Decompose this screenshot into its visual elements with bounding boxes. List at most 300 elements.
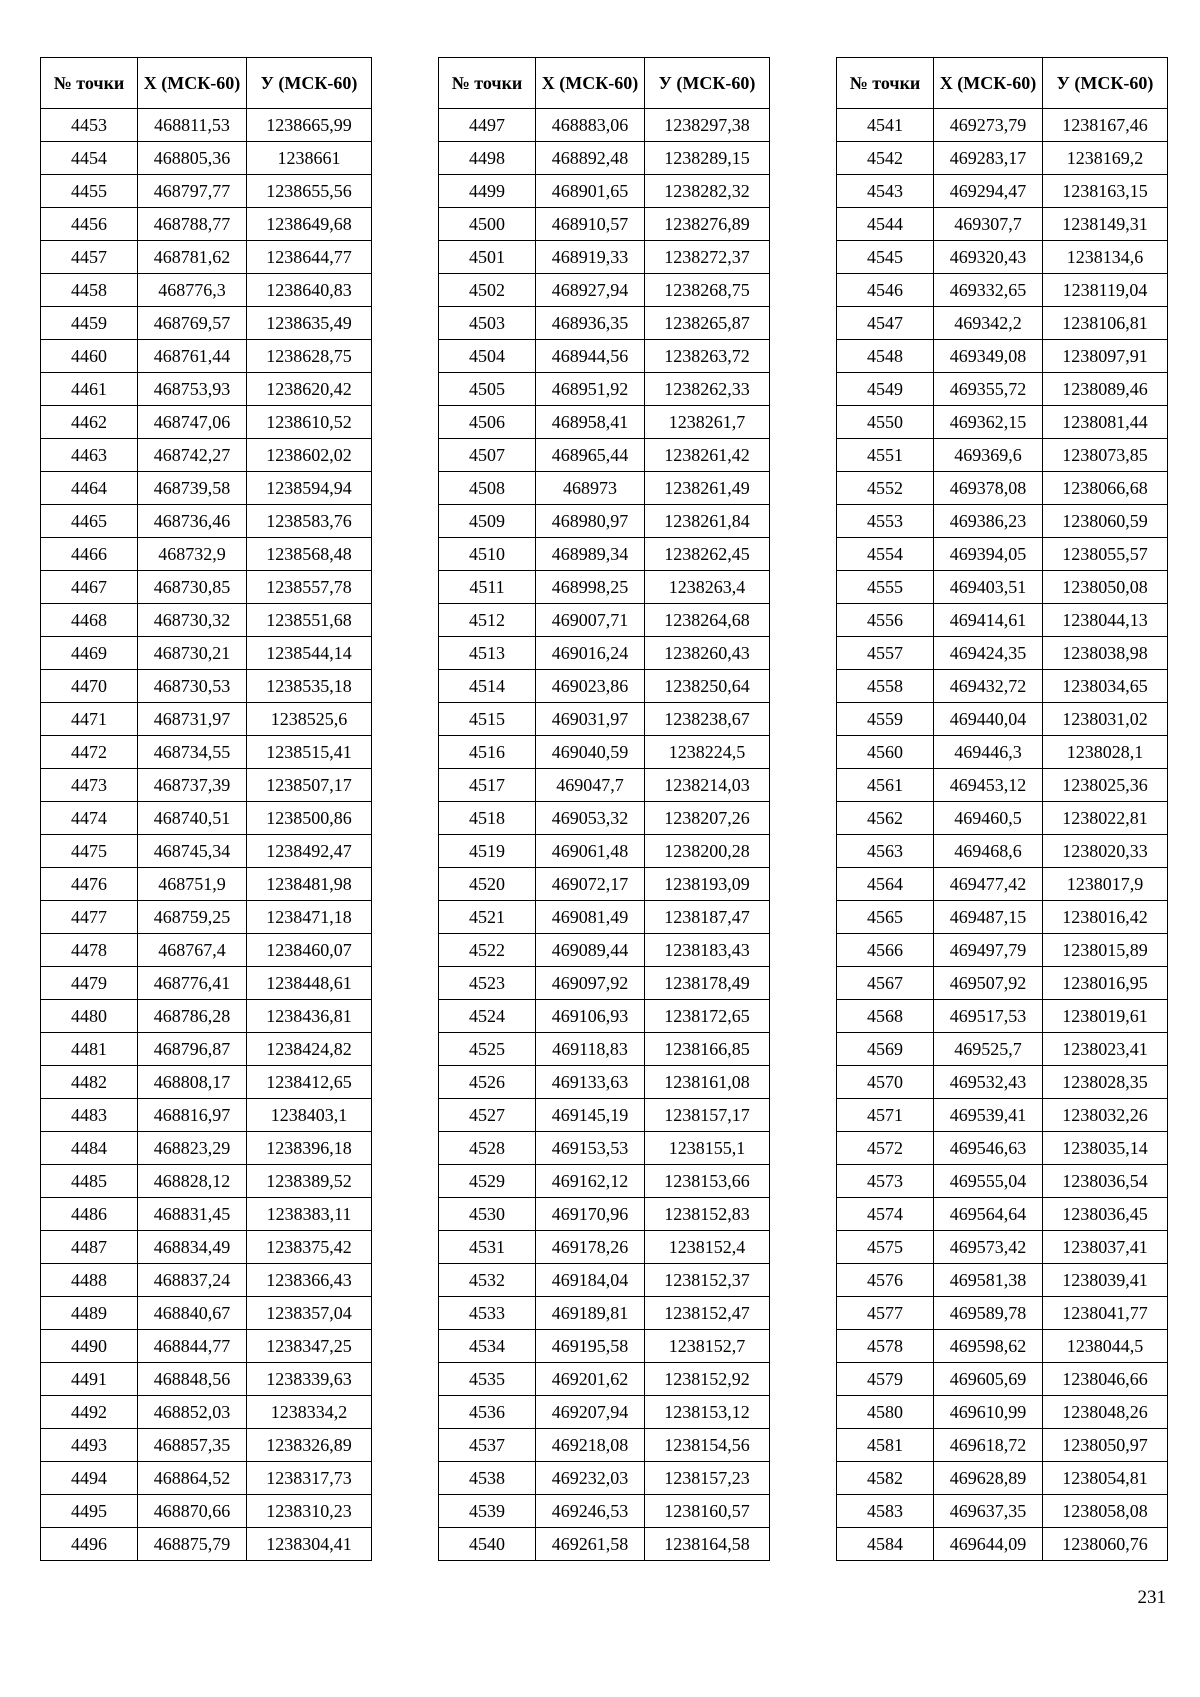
y-coordinate-cell: 1238207,26 bbox=[645, 802, 770, 835]
y-coordinate-cell: 1238471,18 bbox=[247, 901, 372, 934]
y-coordinate-cell: 1238028,1 bbox=[1043, 736, 1168, 769]
header-x-coordinate: Х (МСК-60) bbox=[536, 58, 645, 109]
point-number-cell: 4541 bbox=[837, 109, 934, 142]
y-coordinate-cell: 1238492,47 bbox=[247, 835, 372, 868]
x-coordinate-cell: 468797,77 bbox=[138, 175, 247, 208]
x-coordinate-cell: 469507,92 bbox=[934, 967, 1043, 1000]
x-coordinate-cell: 469349,08 bbox=[934, 340, 1043, 373]
table-row bbox=[41, 835, 372, 868]
x-coordinate-cell: 468944,56 bbox=[536, 340, 645, 373]
point-number-cell: 4552 bbox=[837, 472, 934, 505]
x-coordinate-cell: 468745,34 bbox=[138, 835, 247, 868]
table-row bbox=[837, 1066, 1168, 1099]
x-coordinate-cell: 468776,3 bbox=[138, 274, 247, 307]
point-number-cell: 4490 bbox=[41, 1330, 138, 1363]
y-coordinate-cell: 1238019,61 bbox=[1043, 1000, 1168, 1033]
x-coordinate-cell: 468852,03 bbox=[138, 1396, 247, 1429]
point-number-cell: 4559 bbox=[837, 703, 934, 736]
x-coordinate-cell: 468864,52 bbox=[138, 1462, 247, 1495]
table-row bbox=[41, 505, 372, 538]
point-number-cell: 4506 bbox=[439, 406, 536, 439]
point-number-cell: 4467 bbox=[41, 571, 138, 604]
table-row bbox=[837, 1231, 1168, 1264]
point-number-cell: 4476 bbox=[41, 868, 138, 901]
x-coordinate-cell: 469487,15 bbox=[934, 901, 1043, 934]
y-coordinate-cell: 1238023,41 bbox=[1043, 1033, 1168, 1066]
point-number-cell: 4469 bbox=[41, 637, 138, 670]
point-number-cell: 4556 bbox=[837, 604, 934, 637]
x-coordinate-cell: 469369,6 bbox=[934, 439, 1043, 472]
x-coordinate-cell: 469201,62 bbox=[536, 1363, 645, 1396]
y-coordinate-cell: 1238424,82 bbox=[247, 1033, 372, 1066]
y-coordinate-cell: 1238544,14 bbox=[247, 637, 372, 670]
point-number-cell: 4545 bbox=[837, 241, 934, 274]
table-row bbox=[439, 934, 770, 967]
point-number-cell: 4519 bbox=[439, 835, 536, 868]
point-number-cell: 4493 bbox=[41, 1429, 138, 1462]
table-row bbox=[837, 1165, 1168, 1198]
table-row bbox=[41, 703, 372, 736]
y-coordinate-cell: 1238507,17 bbox=[247, 769, 372, 802]
header-point-number: № точки bbox=[439, 58, 536, 109]
table-row bbox=[41, 934, 372, 967]
point-number-cell: 4497 bbox=[439, 109, 536, 142]
table-row bbox=[439, 736, 770, 769]
point-number-cell: 4565 bbox=[837, 901, 934, 934]
point-number-cell: 4547 bbox=[837, 307, 934, 340]
x-coordinate-cell: 468919,33 bbox=[536, 241, 645, 274]
y-coordinate-cell: 1238263,4 bbox=[645, 571, 770, 604]
point-number-cell: 4557 bbox=[837, 637, 934, 670]
x-coordinate-cell: 469581,38 bbox=[934, 1264, 1043, 1297]
table-row bbox=[439, 1066, 770, 1099]
table-row bbox=[439, 406, 770, 439]
x-coordinate-cell: 468910,57 bbox=[536, 208, 645, 241]
x-coordinate-cell: 468732,9 bbox=[138, 538, 247, 571]
x-coordinate-cell: 469605,69 bbox=[934, 1363, 1043, 1396]
point-number-cell: 4566 bbox=[837, 934, 934, 967]
table-row bbox=[439, 1495, 770, 1528]
x-coordinate-cell: 468831,45 bbox=[138, 1198, 247, 1231]
x-coordinate-cell: 468816,97 bbox=[138, 1099, 247, 1132]
x-coordinate-cell: 469189,81 bbox=[536, 1297, 645, 1330]
point-number-cell: 4471 bbox=[41, 703, 138, 736]
x-coordinate-cell: 468936,35 bbox=[536, 307, 645, 340]
table-row bbox=[837, 703, 1168, 736]
table-row bbox=[837, 472, 1168, 505]
table-row bbox=[41, 670, 372, 703]
x-coordinate-cell: 469637,35 bbox=[934, 1495, 1043, 1528]
x-coordinate-cell: 468731,97 bbox=[138, 703, 247, 736]
x-coordinate-cell: 469118,83 bbox=[536, 1033, 645, 1066]
point-number-cell: 4544 bbox=[837, 208, 934, 241]
y-coordinate-cell: 1238297,38 bbox=[645, 109, 770, 142]
point-number-cell: 4539 bbox=[439, 1495, 536, 1528]
x-coordinate-cell: 469573,42 bbox=[934, 1231, 1043, 1264]
y-coordinate-cell: 1238089,46 bbox=[1043, 373, 1168, 406]
x-coordinate-cell: 468761,44 bbox=[138, 340, 247, 373]
x-coordinate-cell: 468759,25 bbox=[138, 901, 247, 934]
x-coordinate-cell: 469424,35 bbox=[934, 637, 1043, 670]
point-number-cell: 4550 bbox=[837, 406, 934, 439]
y-coordinate-cell: 1238178,49 bbox=[645, 967, 770, 1000]
table-header-row bbox=[41, 58, 372, 109]
x-coordinate-cell: 469320,43 bbox=[934, 241, 1043, 274]
x-coordinate-cell: 469031,97 bbox=[536, 703, 645, 736]
y-coordinate-cell: 1238282,32 bbox=[645, 175, 770, 208]
table-row bbox=[439, 1132, 770, 1165]
point-number-cell: 4499 bbox=[439, 175, 536, 208]
table-row bbox=[439, 1000, 770, 1033]
table-row bbox=[837, 1132, 1168, 1165]
x-coordinate-cell: 469246,53 bbox=[536, 1495, 645, 1528]
table-row bbox=[41, 736, 372, 769]
y-coordinate-cell: 1238152,92 bbox=[645, 1363, 770, 1396]
y-coordinate-cell: 1238276,89 bbox=[645, 208, 770, 241]
table-row bbox=[41, 637, 372, 670]
point-number-cell: 4567 bbox=[837, 967, 934, 1000]
table-row bbox=[41, 274, 372, 307]
table-row bbox=[439, 967, 770, 1000]
point-number-cell: 4481 bbox=[41, 1033, 138, 1066]
point-number-cell: 4578 bbox=[837, 1330, 934, 1363]
y-coordinate-cell: 1238035,14 bbox=[1043, 1132, 1168, 1165]
y-coordinate-cell: 1238525,6 bbox=[247, 703, 372, 736]
table-row bbox=[41, 406, 372, 439]
point-number-cell: 4583 bbox=[837, 1495, 934, 1528]
x-coordinate-cell: 469517,53 bbox=[934, 1000, 1043, 1033]
point-number-cell: 4498 bbox=[439, 142, 536, 175]
y-coordinate-cell: 1238187,47 bbox=[645, 901, 770, 934]
x-coordinate-cell: 469307,7 bbox=[934, 208, 1043, 241]
x-coordinate-cell: 468769,57 bbox=[138, 307, 247, 340]
x-coordinate-cell: 469061,48 bbox=[536, 835, 645, 868]
point-number-cell: 4571 bbox=[837, 1099, 934, 1132]
y-coordinate-cell: 1238635,49 bbox=[247, 307, 372, 340]
table-row bbox=[837, 373, 1168, 406]
y-coordinate-cell: 1238167,46 bbox=[1043, 109, 1168, 142]
y-coordinate-cell: 1238152,83 bbox=[645, 1198, 770, 1231]
x-coordinate-cell: 469218,08 bbox=[536, 1429, 645, 1462]
point-number-cell: 4470 bbox=[41, 670, 138, 703]
table-row bbox=[41, 1132, 372, 1165]
x-coordinate-cell: 469610,99 bbox=[934, 1396, 1043, 1429]
x-coordinate-cell: 469598,62 bbox=[934, 1330, 1043, 1363]
x-coordinate-cell: 469170,96 bbox=[536, 1198, 645, 1231]
x-coordinate-cell: 468848,56 bbox=[138, 1363, 247, 1396]
y-coordinate-cell: 1238032,26 bbox=[1043, 1099, 1168, 1132]
table-row bbox=[41, 769, 372, 802]
y-coordinate-cell: 1238183,43 bbox=[645, 934, 770, 967]
table-row bbox=[41, 868, 372, 901]
y-coordinate-cell: 1238310,23 bbox=[247, 1495, 372, 1528]
y-coordinate-cell: 1238661 bbox=[247, 142, 372, 175]
x-coordinate-cell: 469403,51 bbox=[934, 571, 1043, 604]
x-coordinate-cell: 468730,85 bbox=[138, 571, 247, 604]
x-coordinate-cell: 468901,65 bbox=[536, 175, 645, 208]
table-row bbox=[41, 604, 372, 637]
table-row bbox=[439, 670, 770, 703]
x-coordinate-cell: 468834,49 bbox=[138, 1231, 247, 1264]
table-row bbox=[439, 109, 770, 142]
point-number-cell: 4512 bbox=[439, 604, 536, 637]
y-coordinate-cell: 1238214,03 bbox=[645, 769, 770, 802]
point-number-cell: 4537 bbox=[439, 1429, 536, 1462]
point-number-cell: 4509 bbox=[439, 505, 536, 538]
x-coordinate-cell: 469232,03 bbox=[536, 1462, 645, 1495]
x-coordinate-cell: 468973 bbox=[536, 472, 645, 505]
point-number-cell: 4561 bbox=[837, 769, 934, 802]
table-row bbox=[439, 901, 770, 934]
point-number-cell: 4554 bbox=[837, 538, 934, 571]
table-row bbox=[837, 505, 1168, 538]
table-row bbox=[41, 439, 372, 472]
table-row bbox=[837, 769, 1168, 802]
x-coordinate-cell: 468823,29 bbox=[138, 1132, 247, 1165]
y-coordinate-cell: 1238264,68 bbox=[645, 604, 770, 637]
y-coordinate-cell: 1238193,09 bbox=[645, 868, 770, 901]
point-number-cell: 4520 bbox=[439, 868, 536, 901]
y-coordinate-cell: 1238261,84 bbox=[645, 505, 770, 538]
point-number-cell: 4507 bbox=[439, 439, 536, 472]
x-coordinate-cell: 468857,35 bbox=[138, 1429, 247, 1462]
header-x-coordinate: Х (МСК-60) bbox=[934, 58, 1043, 109]
y-coordinate-cell: 1238396,18 bbox=[247, 1132, 372, 1165]
page-number: 231 bbox=[1137, 1587, 1166, 1608]
table-row bbox=[837, 340, 1168, 373]
point-number-cell: 4455 bbox=[41, 175, 138, 208]
x-coordinate-cell: 468730,53 bbox=[138, 670, 247, 703]
x-coordinate-cell: 469497,79 bbox=[934, 934, 1043, 967]
y-coordinate-cell: 1238153,66 bbox=[645, 1165, 770, 1198]
table-row bbox=[837, 901, 1168, 934]
x-coordinate-cell: 469207,94 bbox=[536, 1396, 645, 1429]
y-coordinate-cell: 1238054,81 bbox=[1043, 1462, 1168, 1495]
table-row bbox=[41, 1099, 372, 1132]
header-y-coordinate: У (МСК-60) bbox=[645, 58, 770, 109]
x-coordinate-cell: 469525,7 bbox=[934, 1033, 1043, 1066]
y-coordinate-cell: 1238066,68 bbox=[1043, 472, 1168, 505]
x-coordinate-cell: 468951,92 bbox=[536, 373, 645, 406]
point-number-cell: 4458 bbox=[41, 274, 138, 307]
table-row bbox=[439, 175, 770, 208]
table-row bbox=[439, 637, 770, 670]
table-row bbox=[41, 1264, 372, 1297]
table-row bbox=[837, 802, 1168, 835]
point-number-cell: 4491 bbox=[41, 1363, 138, 1396]
table-row bbox=[41, 1429, 372, 1462]
table-row bbox=[837, 175, 1168, 208]
y-coordinate-cell: 1238557,78 bbox=[247, 571, 372, 604]
y-coordinate-cell: 1238041,77 bbox=[1043, 1297, 1168, 1330]
x-coordinate-cell: 468736,46 bbox=[138, 505, 247, 538]
point-number-cell: 4504 bbox=[439, 340, 536, 373]
point-number-cell: 4572 bbox=[837, 1132, 934, 1165]
point-number-cell: 4505 bbox=[439, 373, 536, 406]
table-row bbox=[837, 142, 1168, 175]
point-number-cell: 4564 bbox=[837, 868, 934, 901]
x-coordinate-cell: 469097,92 bbox=[536, 967, 645, 1000]
header-x-coordinate: Х (МСК-60) bbox=[138, 58, 247, 109]
y-coordinate-cell: 1238046,66 bbox=[1043, 1363, 1168, 1396]
y-coordinate-cell: 1238481,98 bbox=[247, 868, 372, 901]
x-coordinate-cell: 469446,3 bbox=[934, 736, 1043, 769]
point-number-cell: 4459 bbox=[41, 307, 138, 340]
table-row bbox=[837, 307, 1168, 340]
point-number-cell: 4511 bbox=[439, 571, 536, 604]
point-number-cell: 4569 bbox=[837, 1033, 934, 1066]
table-row bbox=[439, 1231, 770, 1264]
x-coordinate-cell: 469532,43 bbox=[934, 1066, 1043, 1099]
x-coordinate-cell: 468998,25 bbox=[536, 571, 645, 604]
y-coordinate-cell: 1238551,68 bbox=[247, 604, 372, 637]
x-coordinate-cell: 468965,44 bbox=[536, 439, 645, 472]
point-number-cell: 4584 bbox=[837, 1528, 934, 1561]
y-coordinate-cell: 1238020,33 bbox=[1043, 835, 1168, 868]
point-number-cell: 4495 bbox=[41, 1495, 138, 1528]
y-coordinate-cell: 1238022,81 bbox=[1043, 802, 1168, 835]
table-row bbox=[41, 901, 372, 934]
x-coordinate-cell: 468980,97 bbox=[536, 505, 645, 538]
x-coordinate-cell: 468875,79 bbox=[138, 1528, 247, 1561]
y-coordinate-cell: 1238515,41 bbox=[247, 736, 372, 769]
y-coordinate-cell: 1238602,02 bbox=[247, 439, 372, 472]
point-number-cell: 4515 bbox=[439, 703, 536, 736]
table-row bbox=[41, 538, 372, 571]
point-number-cell: 4487 bbox=[41, 1231, 138, 1264]
table-row bbox=[837, 1462, 1168, 1495]
x-coordinate-cell: 468808,17 bbox=[138, 1066, 247, 1099]
x-coordinate-cell: 469628,89 bbox=[934, 1462, 1043, 1495]
table-row bbox=[837, 1528, 1168, 1561]
y-coordinate-cell: 1238036,45 bbox=[1043, 1198, 1168, 1231]
point-number-cell: 4529 bbox=[439, 1165, 536, 1198]
table-row bbox=[837, 1033, 1168, 1066]
y-coordinate-cell: 1238037,41 bbox=[1043, 1231, 1168, 1264]
x-coordinate-cell: 468796,87 bbox=[138, 1033, 247, 1066]
x-coordinate-cell: 468751,9 bbox=[138, 868, 247, 901]
point-number-cell: 4475 bbox=[41, 835, 138, 868]
point-number-cell: 4508 bbox=[439, 472, 536, 505]
y-coordinate-cell: 1238157,23 bbox=[645, 1462, 770, 1495]
x-coordinate-cell: 469332,65 bbox=[934, 274, 1043, 307]
point-number-cell: 4478 bbox=[41, 934, 138, 967]
point-number-cell: 4548 bbox=[837, 340, 934, 373]
y-coordinate-cell: 1238015,89 bbox=[1043, 934, 1168, 967]
x-coordinate-cell: 468747,06 bbox=[138, 406, 247, 439]
table-row bbox=[439, 1198, 770, 1231]
x-coordinate-cell: 469273,79 bbox=[934, 109, 1043, 142]
x-coordinate-cell: 468828,12 bbox=[138, 1165, 247, 1198]
y-coordinate-cell: 1238048,26 bbox=[1043, 1396, 1168, 1429]
point-number-cell: 4531 bbox=[439, 1231, 536, 1264]
y-coordinate-cell: 1238594,94 bbox=[247, 472, 372, 505]
table-row bbox=[41, 1528, 372, 1561]
y-coordinate-cell: 1238038,98 bbox=[1043, 637, 1168, 670]
x-coordinate-cell: 469468,6 bbox=[934, 835, 1043, 868]
point-number-cell: 4496 bbox=[41, 1528, 138, 1561]
x-coordinate-cell: 469294,47 bbox=[934, 175, 1043, 208]
point-number-cell: 4477 bbox=[41, 901, 138, 934]
point-number-cell: 4488 bbox=[41, 1264, 138, 1297]
y-coordinate-cell: 1238644,77 bbox=[247, 241, 372, 274]
y-coordinate-cell: 1238050,97 bbox=[1043, 1429, 1168, 1462]
x-coordinate-cell: 469386,23 bbox=[934, 505, 1043, 538]
y-coordinate-cell: 1238568,48 bbox=[247, 538, 372, 571]
x-coordinate-cell: 468805,36 bbox=[138, 142, 247, 175]
y-coordinate-cell: 1238060,59 bbox=[1043, 505, 1168, 538]
y-coordinate-cell: 1238375,42 bbox=[247, 1231, 372, 1264]
x-coordinate-cell: 468892,48 bbox=[536, 142, 645, 175]
table-row bbox=[439, 1363, 770, 1396]
y-coordinate-cell: 1238448,61 bbox=[247, 967, 372, 1000]
y-coordinate-cell: 1238060,76 bbox=[1043, 1528, 1168, 1561]
y-coordinate-cell: 1238039,41 bbox=[1043, 1264, 1168, 1297]
point-number-cell: 4517 bbox=[439, 769, 536, 802]
table-row bbox=[439, 307, 770, 340]
point-number-cell: 4456 bbox=[41, 208, 138, 241]
table-row bbox=[837, 1264, 1168, 1297]
y-coordinate-cell: 1238261,49 bbox=[645, 472, 770, 505]
point-number-cell: 4489 bbox=[41, 1297, 138, 1330]
y-coordinate-cell: 1238436,81 bbox=[247, 1000, 372, 1033]
y-coordinate-cell: 1238050,08 bbox=[1043, 571, 1168, 604]
y-coordinate-cell: 1238017,9 bbox=[1043, 868, 1168, 901]
x-coordinate-cell: 468870,66 bbox=[138, 1495, 247, 1528]
point-number-cell: 4524 bbox=[439, 1000, 536, 1033]
x-coordinate-cell: 468840,67 bbox=[138, 1297, 247, 1330]
point-number-cell: 4530 bbox=[439, 1198, 536, 1231]
y-coordinate-cell: 1238152,37 bbox=[645, 1264, 770, 1297]
y-coordinate-cell: 1238250,64 bbox=[645, 670, 770, 703]
y-coordinate-cell: 1238262,33 bbox=[645, 373, 770, 406]
x-coordinate-cell: 469283,17 bbox=[934, 142, 1043, 175]
x-coordinate-cell: 468730,32 bbox=[138, 604, 247, 637]
y-coordinate-cell: 1238262,45 bbox=[645, 538, 770, 571]
point-number-cell: 4551 bbox=[837, 439, 934, 472]
table-row bbox=[837, 934, 1168, 967]
y-coordinate-cell: 1238097,91 bbox=[1043, 340, 1168, 373]
y-coordinate-cell: 1238610,52 bbox=[247, 406, 372, 439]
point-number-cell: 4522 bbox=[439, 934, 536, 967]
point-number-cell: 4453 bbox=[41, 109, 138, 142]
x-coordinate-cell: 469261,58 bbox=[536, 1528, 645, 1561]
y-coordinate-cell: 1238152,47 bbox=[645, 1297, 770, 1330]
point-number-cell: 4533 bbox=[439, 1297, 536, 1330]
x-coordinate-cell: 468776,41 bbox=[138, 967, 247, 1000]
point-number-cell: 4464 bbox=[41, 472, 138, 505]
point-number-cell: 4535 bbox=[439, 1363, 536, 1396]
y-coordinate-cell: 1238081,44 bbox=[1043, 406, 1168, 439]
y-coordinate-cell: 1238583,76 bbox=[247, 505, 372, 538]
point-number-cell: 4546 bbox=[837, 274, 934, 307]
y-coordinate-cell: 1238260,43 bbox=[645, 637, 770, 670]
table-row bbox=[41, 1330, 372, 1363]
x-coordinate-cell: 469539,41 bbox=[934, 1099, 1043, 1132]
point-number-cell: 4483 bbox=[41, 1099, 138, 1132]
table-row bbox=[41, 1297, 372, 1330]
point-number-cell: 4482 bbox=[41, 1066, 138, 1099]
point-number-cell: 4462 bbox=[41, 406, 138, 439]
table-row bbox=[837, 604, 1168, 637]
y-coordinate-cell: 1238119,04 bbox=[1043, 274, 1168, 307]
x-coordinate-cell: 469414,61 bbox=[934, 604, 1043, 637]
y-coordinate-cell: 1238500,86 bbox=[247, 802, 372, 835]
point-number-cell: 4576 bbox=[837, 1264, 934, 1297]
point-number-cell: 4553 bbox=[837, 505, 934, 538]
table-row bbox=[439, 472, 770, 505]
y-coordinate-cell: 1238160,57 bbox=[645, 1495, 770, 1528]
